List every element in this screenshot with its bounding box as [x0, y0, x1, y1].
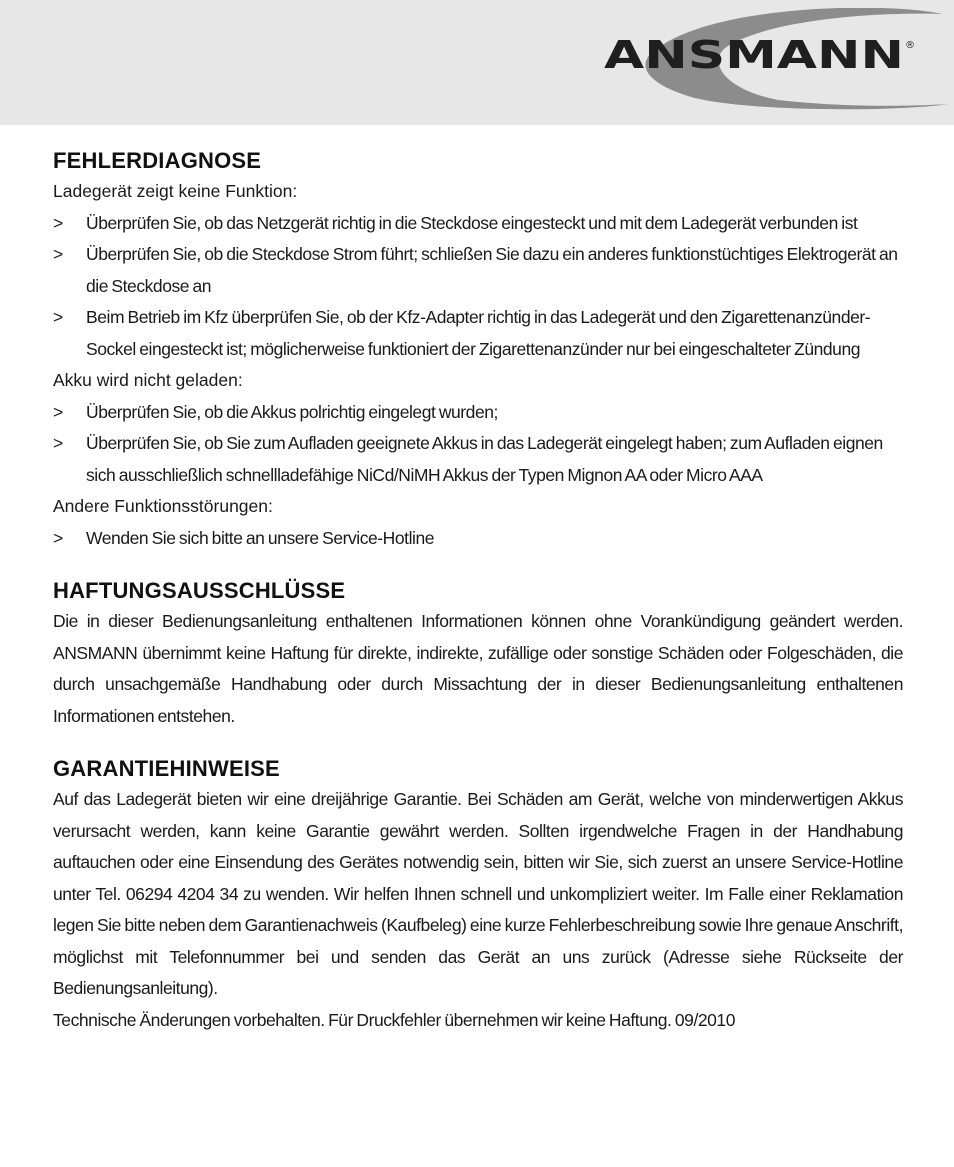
logo-registered-mark: ®	[905, 40, 915, 51]
group-label-no-function: Ladegerät zeigt keine Funktion:	[53, 181, 298, 201]
bullet-arrow: >	[53, 244, 63, 264]
list-item-text: Überprüfen Sie, ob das Netzgerät richtig in die Steckdose eingesteckt und mit dem Ladegerät verbunden ist	[86, 212, 858, 233]
logo-wordmark: ANSMANN	[604, 33, 904, 77]
list-item-text: Beim Betrieb im Kfz überprüfen Sie, ob der Kfz-Adapter richtig in das Ladegerät und den Zigarettenanzünder-Sockel eingesteckt ist; möglicherweise funktioniert der Zigarettenanzünder nur bei eingeschalteter Zündung	[86, 307, 871, 359]
bullet-arrow: >	[53, 433, 63, 453]
list-item-text: Wenden Sie sich bitte an unsere Service-Hotline	[86, 527, 435, 548]
list-item	[53, 208, 903, 240]
list-not-charging	[53, 397, 903, 492]
liability-paragraph: Die in dieser Bedienungsanleitung enthaltenen Informationen können ohne Vorankündigung geändert werden. ANSMANN übernimmt keine Haftung für direkte, indirekte, zufällige oder sonstige Schäden oder Folgeschäden, die durch unsachgemäße Handhabung oder durch Missachtung der in dieser Bedienungsanleitung enthaltenen Informationen entstehen.	[53, 611, 903, 726]
bullet-arrow: >	[53, 401, 63, 422]
list-item-text: Überprüfen Sie, ob die Steckdose Strom führt; schließen Sie dazu ein anderes funktionstüchtiges Elektrogerät an die Steckdose an	[86, 244, 898, 296]
bullet-arrow: >	[53, 307, 63, 327]
ansmann-logo	[598, 8, 948, 110]
section-warranty	[53, 754, 903, 1005]
group-label-not-charging: Akku wird nicht geladen:	[53, 370, 243, 390]
list-item-text: Überprüfen Sie, ob Sie zum Aufladen geeignete Akkus in das Ladegerät eingelegt haben; zum Aufladen eignen sich ausschließlich schnellladefähige NiCd/NiMH Akkus der Typen Mignon AA oder Micro AAA	[86, 433, 883, 485]
list-item	[53, 428, 903, 491]
list-item	[53, 523, 903, 555]
footer-note: Technische Änderungen vorbehalten. Für Druckfehler übernehmen wir keine Haftung. 09/2010	[53, 1009, 735, 1030]
section-diagnosis	[53, 146, 903, 554]
document-body	[53, 146, 903, 1036]
bullet-arrow: >	[53, 527, 63, 548]
list-item	[53, 397, 903, 429]
bullet-arrow: >	[53, 212, 63, 233]
group-label-other-faults: Andere Funktionsstörungen:	[53, 496, 273, 516]
section-title-liability: HAFTUNGSAUSSCHLÜSSE	[53, 578, 346, 603]
list-item-text: Überprüfen Sie, ob die Akkus polrichtig eingelegt wurden;	[86, 401, 498, 422]
section-title-warranty: GARANTIEHINWEISE	[53, 756, 280, 781]
list-other-faults	[53, 523, 903, 555]
section-title-diagnosis: FEHLERDIAGNOSE	[53, 148, 262, 173]
warranty-paragraph: Auf das Ladegerät bieten wir eine dreijährige Garantie. Bei Schäden am Gerät, welche von minderwertigen Akkus verursacht werden, kann keine Garantie gewährt werden. Sollten irgendwelche Fragen in der Handhabung auftauchen oder eine Einsendung des Gerätes notwendig sein, bitten wir Sie, sich zuerst an unsere Service-Hotline unter Tel. 06294 4204 34 zu wenden. Wir helfen Ihnen schnell und unkompliziert weiter. Im Falle einer Reklamation legen Sie bitte neben dem Garantienachweis (Kaufbeleg) eine kurze Fehlerbeschreibung sowie Ihre genaue Anschrift, möglichst mit Telefonnummer bei und senden das Gerät an uns zurück (Adresse siehe Rückseite der Bedienungsanleitung).	[53, 789, 903, 998]
section-liability	[53, 576, 903, 732]
list-item	[53, 239, 903, 302]
list-no-function	[53, 208, 903, 366]
logo-svg	[598, 8, 948, 110]
list-item	[53, 302, 903, 365]
